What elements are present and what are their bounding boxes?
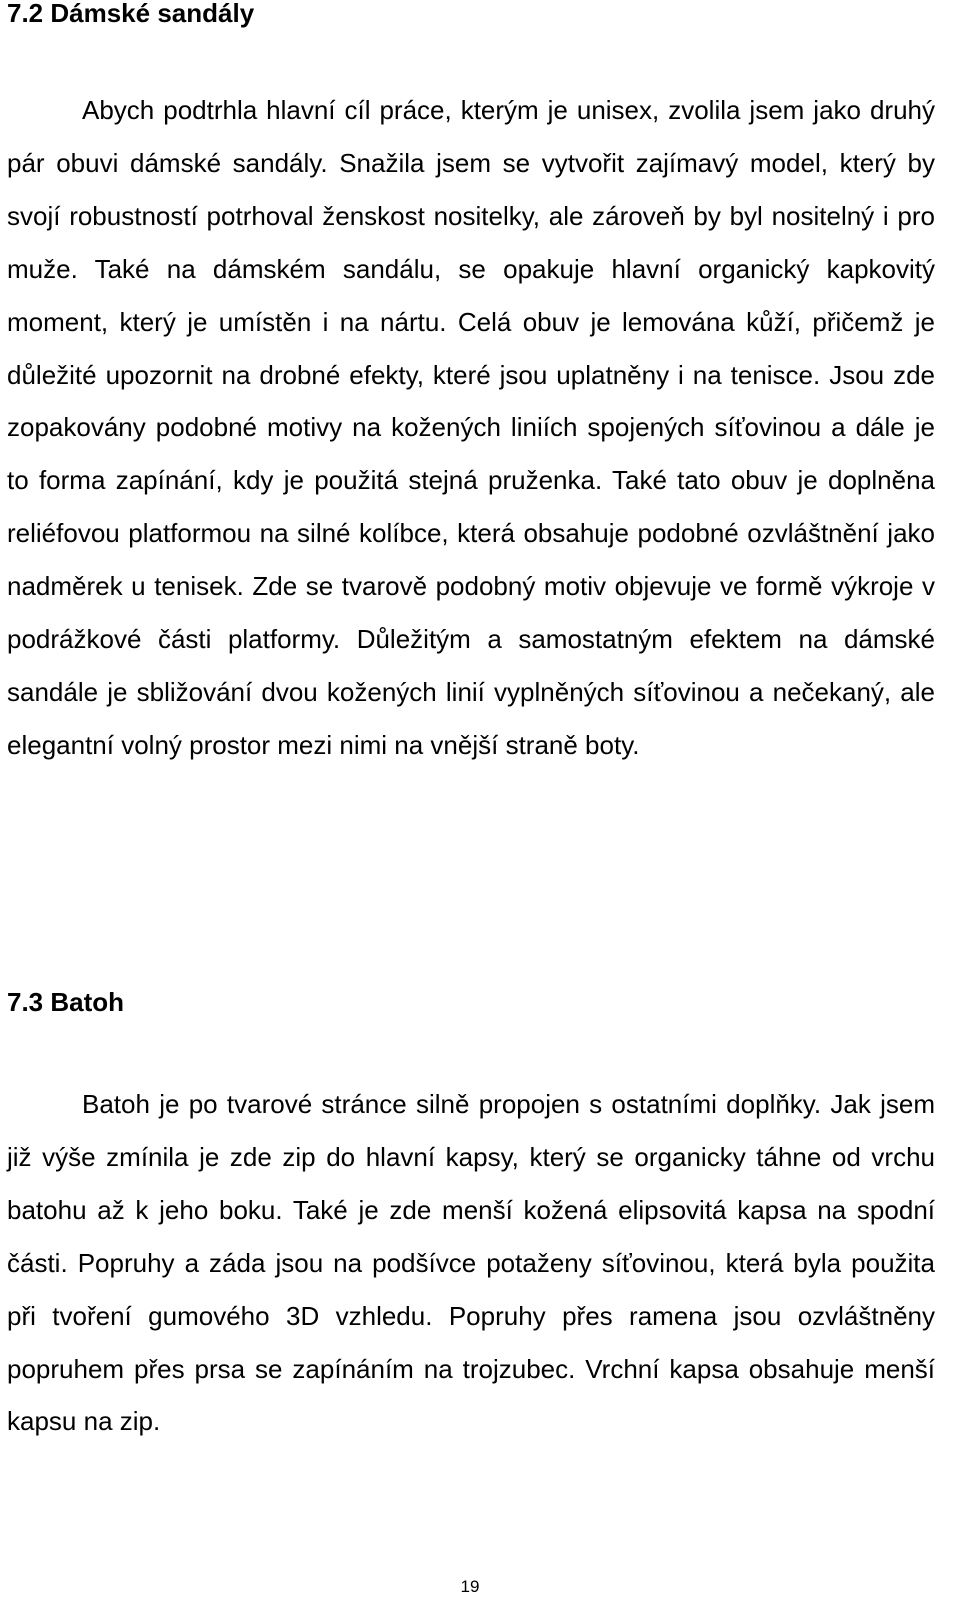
section-paragraph-batoh: Batoh je po tvarové stránce silně propojen s ostatními doplňky. Jak jsem již výše zmínila je zde zip do hlavní kapsy, který se organicky táhne od vrchu batohu až k jeho boku. Také je zde menší kožená elipsovitá kapsa na spodní části. Popruhy a záda jsou na podšívce potaženy síťovinou, která byla použita při tvoření gumového 3D vzhledu. Popruhy přes ramena jsou ozvláštněny popruhem přes prsa se zapínáním na trojzubec. Vrchní kapsa obsahuje menší kapsu na zip.: [7, 1089, 935, 1437]
section-paragraph-damske-sandaly: Abych podtrhla hlavní cíl práce, kterým je unisex, zvolila jsem jako druhý pár obuvi dámské sandály. Snažila jsem se vytvořit zajímavý model, který by svojí robustností potrhoval ženskost nositelky, ale zároveň by byl nositelný i pro muže. Také na dámském sandálu, se opakuje hlavní organický kapkovitý moment, který je umístěn i na nártu. Celá obuv je lemována kůží, přičemž je důležité upozornit na drobné efekty, které jsou uplatněny i na tenisce. Jsou zde zopakovány podobné motivy na kožených liniích spojených síťovinou a dále je to forma zapínání, kdy je použitá stejná pruženka. Také tato obuv je doplněna reliéfovou platformou na silné kolíbce, která obsahuje podobné ozvláštnění jako nadměrek u tenisek. Zde se tvarově podobný motiv objevuje ve formě výkroje v podrážkové části platformy. Důležitým a samostatným efektem na dámské sandále je sbližování dvou kožených linií vyplněných síťovinou a nečekaný, ale elegantní volný prostor mezi nimi na vnější straně boty.: [7, 95, 935, 760]
page-number: 19: [460, 1577, 480, 1596]
section-heading-damske-sandaly: 7.2 Dámské sandály: [7, 0, 255, 28]
section-heading-batoh: 7.3 Batoh: [7, 987, 125, 1017]
